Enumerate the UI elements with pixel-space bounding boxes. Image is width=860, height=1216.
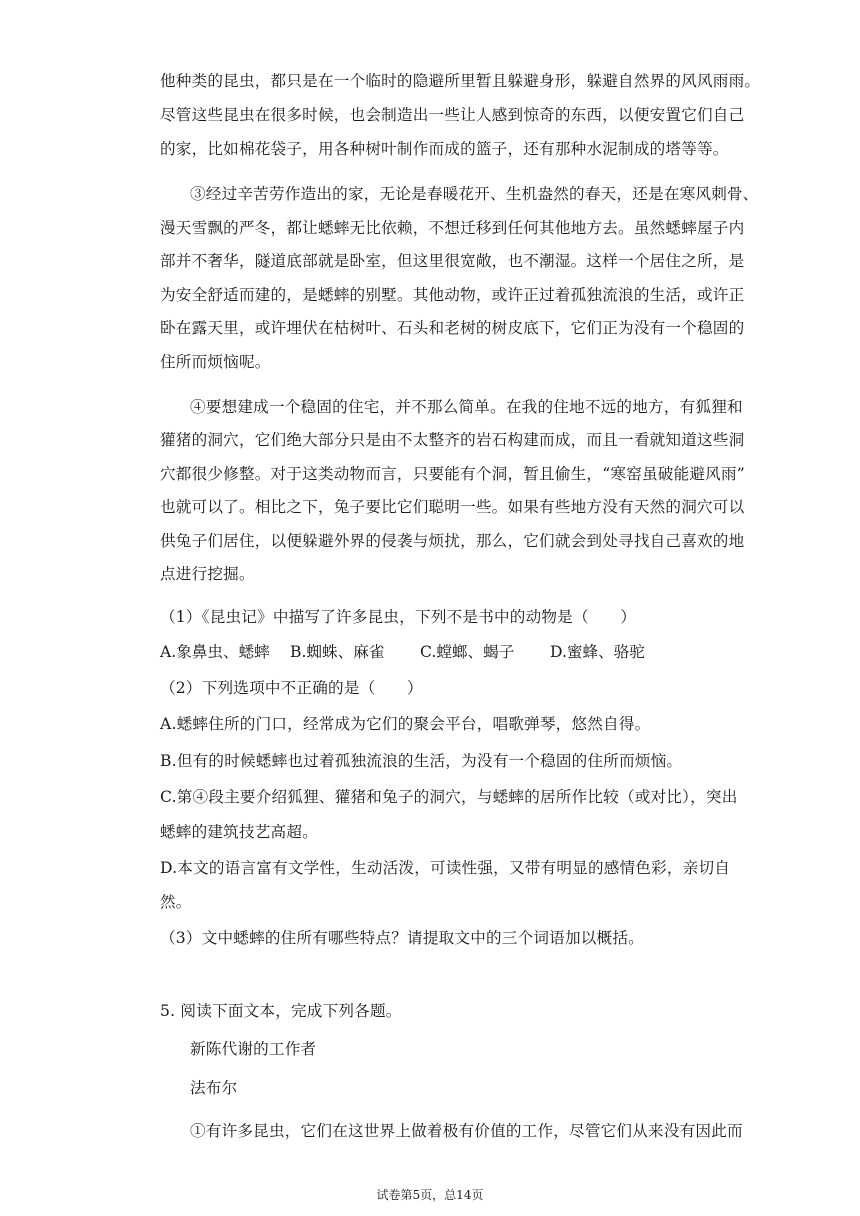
- question-1-option-d: D.蜜蜂、骆驼: [550, 643, 645, 661]
- paragraph-4-line: ④要想建成一个稳固的住宅，并不那么简单。在我的住地不远的地方，有狐狸和: [190, 398, 743, 416]
- paragraph-3-line: ③经过辛苦劳作造出的家，无论是春暖花开、生机盎然的春天，还是在寒风刺骨、: [190, 185, 759, 203]
- paragraph-3-line: 部并不奢华，隧道底部就是卧室，但这里很宽敞，也不潮湿。这样一个居住之所，是: [160, 252, 745, 270]
- paragraph-4-line: 也就可以了。相比之下，兔子要比它们聪明一些。如果有些地方没有天然的洞穴可以: [160, 498, 745, 516]
- question-5-heading: 5. 阅读下面文本，完成下列各题。: [160, 1002, 402, 1020]
- passage-line: 的家，比如棉花袋子，用各种树叶制作而成的篮子，还有那种水泥制成的塔等等。: [160, 140, 729, 158]
- passage-line: ①有许多昆虫，它们在这世界上做着极有价值的工作，尽管它们从来没有因此而: [190, 1122, 743, 1140]
- question-2-option-b: B.但有的时候蟋蟀也过着孤独流浪的生活，为没有一个稳固的住所而烦恼。: [160, 752, 683, 770]
- question-2-option-d: D.本文的语言富有文学性，生动活泼，可读性强，又带有明显的感情色彩，亲切自: [160, 859, 731, 877]
- question-1-option-b: B.蜘蛛、麻雀: [290, 643, 385, 661]
- paragraph-3-line: 漫天雪飘的严冬，都让蟋蟀无比依赖，不想迁移到任何其他地方去。虽然蟋蟀屋子内: [160, 219, 745, 237]
- question-2-option-c-cont: 蟋蟀的建筑技艺高超。: [160, 823, 318, 841]
- question-2-option-d-cont: 然。: [160, 893, 192, 911]
- passage-title: 新陈代谢的工作者: [190, 1040, 317, 1058]
- page-footer: 试卷第5页，总14页: [376, 1188, 484, 1202]
- question-3-stem: （3）文中蟋蟀的住所有哪些特点？请提取文中的三个词语加以概括。: [160, 929, 644, 947]
- question-2-stem: （2）下列选项中不正确的是（ ）: [160, 679, 423, 697]
- question-2-option-c: C.第④段主要介绍狐狸、獾猪和兔子的洞穴，与蟋蟀的居所作比较（或对比），突出: [160, 788, 738, 806]
- question-1-stem: （1）《昆虫记》中描写了许多昆虫，下列不是书中的动物是（ ）: [160, 608, 637, 626]
- paragraph-3-line: 卧在露天里，或许埋伏在枯树叶、石头和老树的树皮底下，它们正为没有一个稳固的: [160, 319, 745, 337]
- question-1-option-c: C.螳螂、蝎子: [420, 643, 515, 661]
- paragraph-4-line: 穴都很少修整。对于这类动物而言，只要能有个洞，暂且偷生，“寒窑虽破能避风雨”: [160, 465, 745, 483]
- passage-author: 法布尔: [190, 1079, 238, 1097]
- passage-line: 他种类的昆虫，都只是在一个临时的隐避所里暂且躲避身形，躲避自然界的风风雨雨。: [160, 72, 761, 90]
- paragraph-3-line: 为安全舒适而建的，是蟋蟀的别墅。其他动物，或许正过着孤独流浪的生活，或许正: [160, 286, 745, 304]
- question-2-option-a: A.蟋蟀住所的门口，经常成为它们的聚会平台，唱歌弹琴，悠然自得。: [160, 715, 651, 733]
- paragraph-4-line: 供兔子们居住，以便躲避外界的侵袭与烦扰，那么，它们就会到处寻找自己喜欢的地: [160, 532, 745, 550]
- paragraph-4-line: 点进行挖掘。: [160, 565, 255, 583]
- paragraph-3-line: 住所而烦恼呢。: [160, 353, 271, 371]
- passage-line: 尽管这些昆虫在很多时候，也会制造出一些让人感到惊奇的东西，以便安置它们自己: [160, 106, 745, 124]
- question-1-option-a: A.象鼻虫、蟋蟀: [160, 643, 270, 661]
- paragraph-4-line: 獾猪的洞穴，它们绝大部分只是由不太整齐的岩石构建而成，而且一看就知道这些洞: [160, 431, 745, 449]
